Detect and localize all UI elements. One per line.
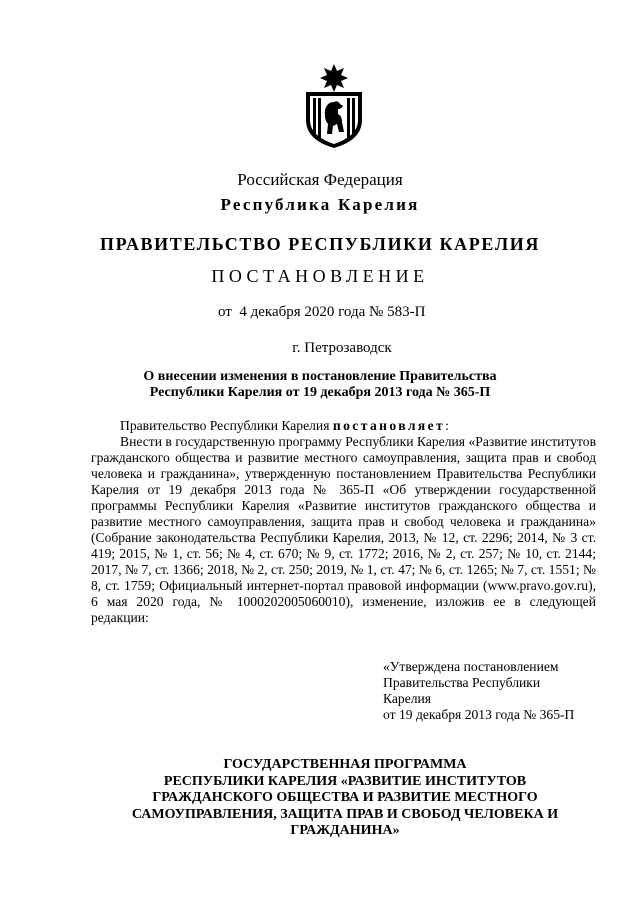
program-title-line: ГРАЖДАНСКОГО ОБЩЕСТВА И РАЗВИТИЕ МЕСТНОГО <box>152 790 538 805</box>
document-title <box>100 369 540 401</box>
country-name: Российская Федерация <box>237 170 403 189</box>
karelia-coat-of-arms-icon <box>298 62 370 150</box>
main-paragraph: Внести в государственную программу Республики Карелия «Развитие институтов гражданского общества и развитие местного самоуправления, защита прав и свобод человека и гражданина», утвержденную постановлением Правительства Республики Карелия от 19 декабря 2013 года № 365-П «Об утверждении государственной программы Республики Карелия «Развитие институтов гражданского общества и развитие местного самоуправления, защита прав и свобод человека и гражданина» (Собрание законодательства Республики Карелия, 2013, № 12, ст. 2296; 2014, № 3 ст. 419; 2015, № 1, ст. 56; № 4, ст. 670; № 9, ст. 1772; 2016, № 2, ст. 257; № 10, ст. 2144; 2017, № 7, ст. 1366; 2018, № 2, ст. 250; 2019, № 1, ст. 47; № 6, ст. 1265; № 7, ст. 1551; № 8, ст. 1759; Официальный интернет-портал правовой информации (www.pravo.gov.ru), 6 мая 2020 года, № 1000202005060010), изменение, изложив ее в следующей редакции: <box>91 434 596 625</box>
approval-line: Карелия <box>383 691 432 706</box>
approval-line: Правительства Республики <box>383 675 541 690</box>
city: г. Петрозаводск <box>292 340 392 356</box>
document-title-line: О внесении изменения в постановление Правительства <box>143 369 497 384</box>
government-title: ПРАВИТЕЛЬСТВО РЕСПУБЛИКИ КАРЕЛИЯ <box>100 234 540 254</box>
republic-name: Республика Карелия <box>220 195 420 214</box>
preamble-colon: : <box>445 418 449 433</box>
document-type: ПОСТАНОВЛЕНИЕ <box>211 266 429 286</box>
approval-line: от 19 декабря 2013 года № 365-П <box>383 707 575 722</box>
document-title-line: Республики Карелия от 19 декабря 2013 года № 365-П <box>149 385 491 400</box>
document-body <box>91 418 596 626</box>
program-title-line: ГРАЖДАНИНА» <box>290 823 400 838</box>
approval-stamp-text <box>383 659 613 723</box>
document-date-number: от 4 декабря 2020 года № 583-П <box>218 304 426 320</box>
program-title-line: ГОСУДАРСТВЕННАЯ ПРОГРАММА <box>223 757 467 772</box>
approval-line: «Утверждена постановлением <box>383 659 559 674</box>
preamble-verb: постановляет <box>332 418 446 433</box>
program-title <box>90 757 600 840</box>
program-title-line: РЕСПУБЛИКИ КАРЕЛИЯ «РАЗВИТИЕ ИНСТИТУТОВ <box>163 773 527 789</box>
program-title-line: САМОУПРАВЛЕНИЯ, ЗАЩИТА ПРАВ И СВОБОД ЧЕЛОВЕКА И <box>131 806 559 822</box>
preamble <box>91 418 596 434</box>
preamble-text: Правительство Республики Карелия <box>120 418 333 433</box>
